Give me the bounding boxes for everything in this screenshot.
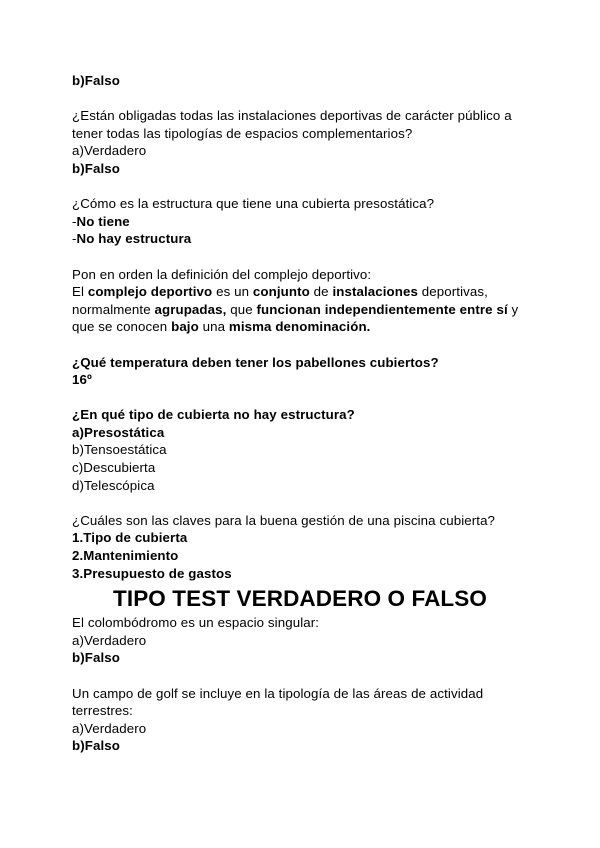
text: deportivas,	[418, 284, 488, 300]
answer-text	[72, 213, 528, 231]
answer-text	[72, 72, 528, 90]
question-text	[72, 354, 528, 372]
text: una	[198, 319, 229, 335]
question-text: ¿Cuáles son las claves para la buena gestión de una piscina cubierta?	[72, 512, 496, 528]
text: y	[507, 301, 519, 317]
question-text	[72, 406, 528, 424]
bold-question: ¿En qué tipo de cubierta no hay estructura?	[72, 407, 355, 423]
text: que se conocen	[72, 319, 172, 335]
spacer	[72, 90, 528, 108]
question-text: tener todas las tipologías de espacios complementarios?	[72, 125, 413, 141]
question-text: Un campo de golf se incluye en la tipología de las áreas de actividad	[72, 685, 484, 701]
option-b: b)Tensoestática	[72, 442, 167, 458]
answer-text	[72, 529, 528, 547]
question-text: Pon en orden la definición del complejo deportivo:	[72, 266, 372, 282]
dash: -	[72, 213, 77, 229]
correct-answer: 16º	[72, 372, 92, 388]
bold-term: bajo	[171, 319, 199, 335]
correct-answer: b)Falso	[72, 650, 120, 666]
text: de	[309, 284, 333, 300]
answer-text	[72, 424, 528, 442]
question-text: ¿Cómo es la estructura que tiene una cubierta presostática?	[72, 196, 435, 212]
bold-term: misma denominación.	[228, 319, 371, 335]
text: que	[226, 301, 257, 317]
answer-text	[72, 649, 528, 667]
answer-text	[72, 371, 528, 389]
spacer	[72, 248, 528, 266]
definition-line	[72, 318, 528, 336]
answer-text	[72, 230, 528, 248]
spacer	[72, 178, 528, 196]
document-content	[72, 72, 528, 755]
section-title: TIPO TEST VERDADERO O FALSO	[113, 586, 487, 612]
bold-term: agrupadas,	[154, 301, 227, 317]
correct-answer: b)Falso	[72, 738, 120, 754]
option-a: a)Verdadero	[72, 720, 147, 736]
option-c: c)Descubierta	[72, 460, 156, 476]
correct-answer: a)Presostática	[72, 424, 165, 440]
text: El	[72, 284, 88, 300]
correct-answer: 3.Presupuesto de gastos	[72, 565, 232, 581]
bold-term: conjunto	[252, 284, 310, 300]
definition-line	[72, 301, 528, 319]
answer-text	[72, 565, 528, 583]
bold-term: complejo deportivo	[87, 284, 213, 300]
answer-text	[72, 160, 528, 178]
correct-answer: b)Falso	[72, 160, 120, 176]
dash: -	[72, 231, 77, 247]
correct-answer: b)Falso	[72, 73, 120, 88]
correct-answer: 1.Tipo de cubierta	[72, 530, 188, 546]
spacer	[72, 389, 528, 407]
definition-line	[72, 283, 528, 301]
spacer	[72, 336, 528, 354]
bold-term: instalaciones	[332, 284, 418, 300]
text: es un	[212, 284, 253, 300]
correct-answer: No tiene	[76, 213, 130, 229]
question-text: El colombódromo es un espacio singular:	[72, 615, 320, 631]
option-a: a)Verdadero	[72, 143, 147, 159]
question-text: terrestres:	[72, 703, 133, 719]
answer-text	[72, 737, 528, 755]
correct-answer: No hay estructura	[76, 231, 192, 247]
correct-answer: 2.Mantenimiento	[72, 548, 179, 564]
option-a: a)Verdadero	[72, 632, 147, 648]
answer-text	[72, 547, 528, 565]
option-d: d)Telescópica	[72, 477, 155, 493]
question-text: ¿Están obligadas todas las instalaciones deportivas de carácter público a	[72, 108, 512, 124]
text: normalmente	[72, 301, 155, 317]
spacer	[72, 667, 528, 685]
spacer	[72, 494, 528, 512]
bold-term: funcionan independientemente entre sí	[256, 301, 508, 317]
bold-question: ¿Qué temperatura deben tener los pabellones cubiertos?	[72, 354, 439, 370]
